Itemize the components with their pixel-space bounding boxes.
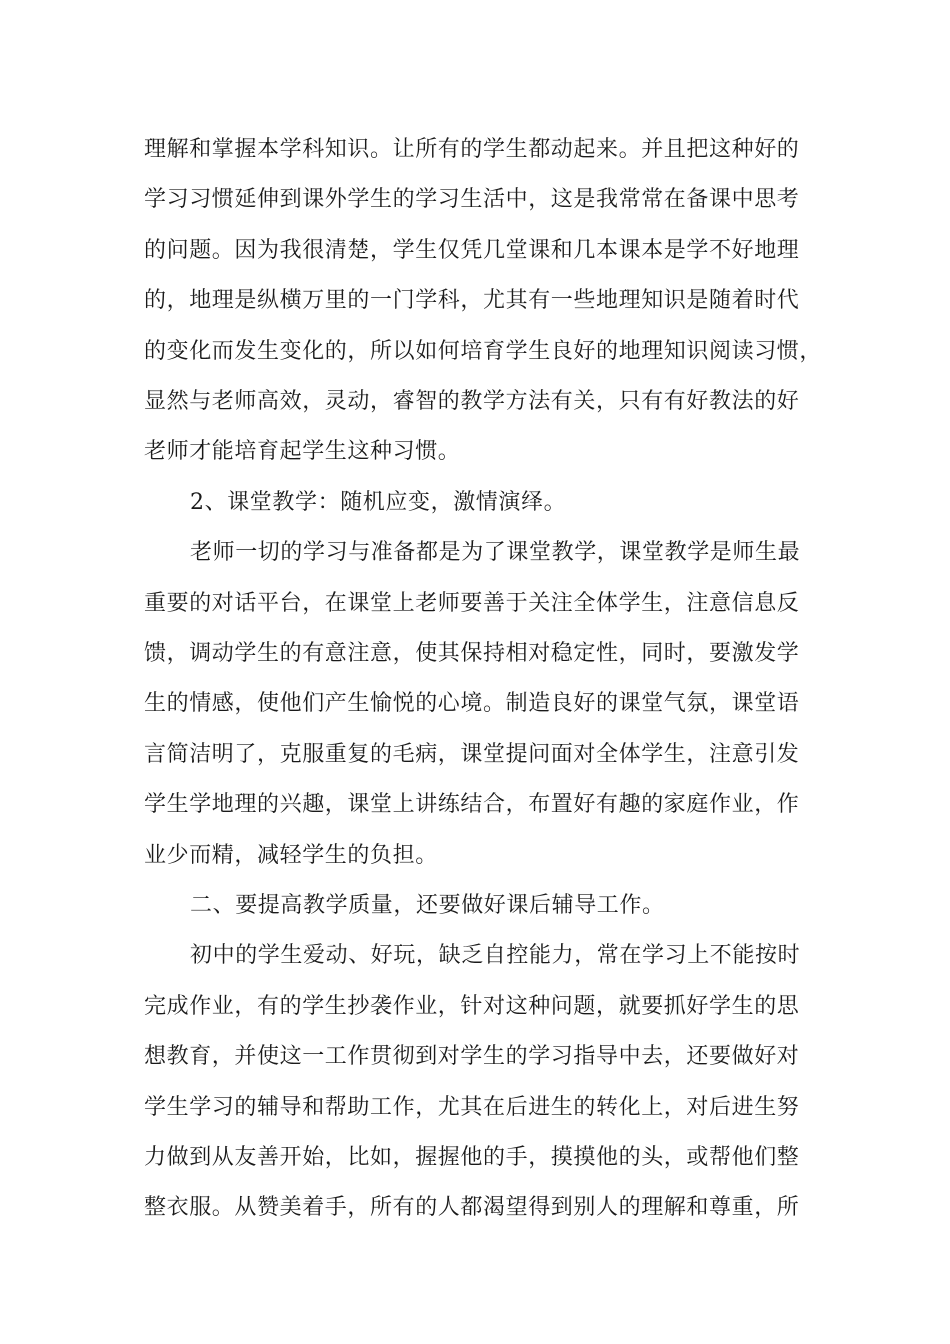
- paragraph-start: 初中的学生爱动、好玩，缺乏自控能力，常在学习上不能按时: [190, 943, 801, 968]
- text-line: 整衣服。从赞美着手，所有的人都渴望得到别人的理解和尊重，所: [144, 1195, 800, 1220]
- text-line: 生的情感，使他们产生愉悦的心境。制造良好的课堂气氛，课堂语: [144, 691, 800, 716]
- paragraph-start: 老师一切的学习与准备都是为了课堂教学，课堂教学是师生最: [190, 540, 801, 565]
- text-line: 业少而精，减轻学生的负担。: [144, 843, 438, 868]
- text-line: 的问题。因为我很清楚，学生仅凭几堂课和几本课本是学不好地理: [144, 238, 800, 263]
- text-line: 显然与老师高效，灵动，睿智的教学方法有关，只有有好教法的好: [144, 389, 800, 414]
- text-line: 想教育，并使这一工作贯彻到对学生的学习指导中去，还要做好对: [144, 1044, 800, 1069]
- text-line: 完成作业，有的学生抄袭作业，针对这种问题，就要抓好学生的思: [144, 994, 800, 1019]
- text-line: 力做到从友善开始，比如，握握他的手，摸摸他的头，或帮他们整: [144, 1145, 800, 1170]
- text-line: 学习习惯延伸到课外学生的学习生活中，这是我常常在备课中思考: [144, 187, 800, 212]
- text-line: 的变化而发生变化的，所以如何培育学生良好的地理知识阅读习惯，: [144, 339, 823, 364]
- text-line: 的，地理是纵横万里的一门学科，尤其有一些地理知识是随着时代: [144, 288, 800, 313]
- text-line: 学生学习的辅导和帮助工作，尤其在后进生的转化上，对后进生努: [144, 1095, 800, 1120]
- text-line: 理解和掌握本学科知识。让所有的学生都动起来。并且把这种好的: [144, 137, 800, 162]
- section-heading: 2、课堂教学：随机应变，激情演绎。: [190, 490, 567, 515]
- text-line: 重要的对话平台，在课堂上老师要善于关注全体学生，注意信息反: [144, 591, 800, 616]
- section-heading: 二、要提高教学质量，还要做好课后辅导工作。: [190, 893, 665, 918]
- text-line: 学生学地理的兴趣，课堂上讲练结合，布置好有趣的家庭作业，作: [144, 792, 800, 817]
- text-line: 馈，调动学生的有意注意，使其保持相对稳定性，同时，要激发学: [144, 641, 800, 666]
- text-line: 言简洁明了，克服重复的毛病，课堂提问面对全体学生，注意引发: [144, 742, 800, 767]
- text-line: 老师才能培育起学生这种习惯。: [144, 439, 461, 464]
